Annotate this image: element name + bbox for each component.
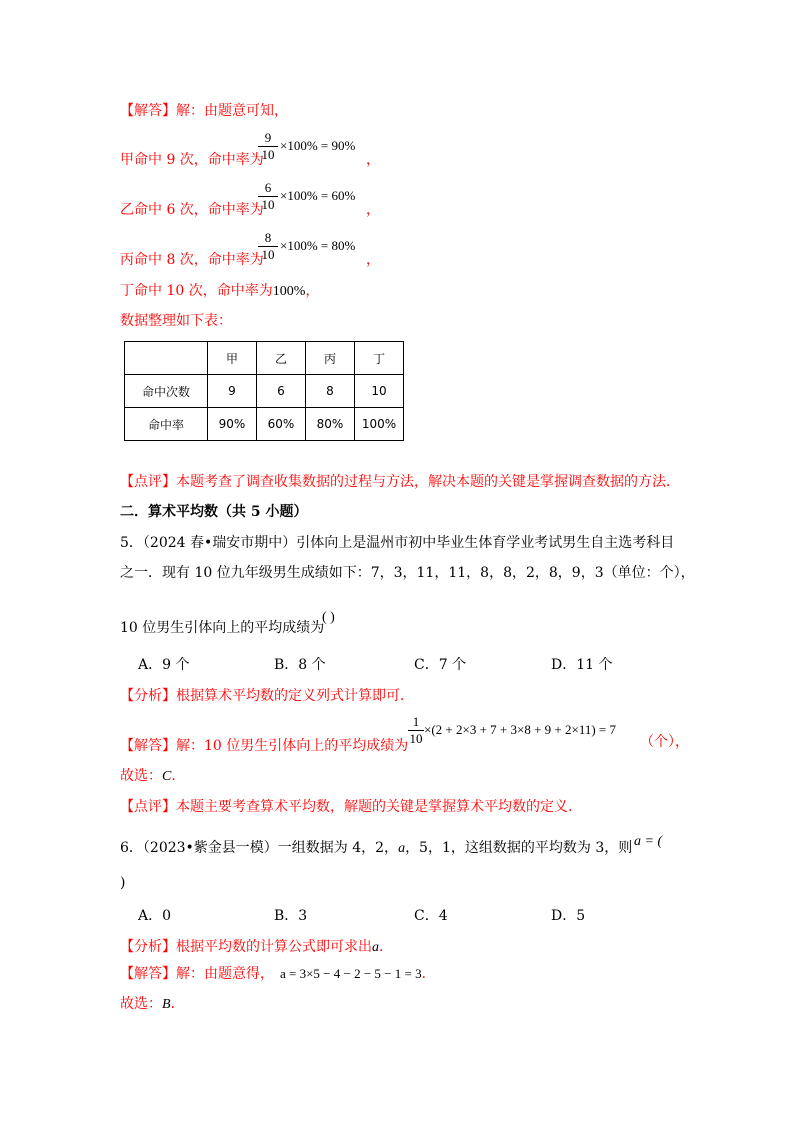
jia-comma: ， bbox=[366, 152, 380, 168]
q5-line3: 10 位男生引体向上的平均成绩为 bbox=[120, 620, 325, 636]
q5-answer: 【解答】解：10 位男生引体向上的平均成绩为 bbox=[120, 738, 409, 754]
q6-option-b: B．3 bbox=[274, 908, 308, 924]
answer-line bbox=[120, 101, 288, 121]
q6-option-a: A．0 bbox=[138, 908, 172, 924]
q5-option-b: B．8 个 bbox=[274, 657, 326, 673]
table-header-row bbox=[125, 342, 404, 375]
table-cell: 命中次数 bbox=[125, 375, 208, 408]
fraction-yi: 6 10 bbox=[258, 181, 278, 212]
expr-bing: ×100% = 80% bbox=[280, 238, 356, 253]
fraction-bing: 8 10 bbox=[258, 231, 278, 262]
answer-tag: 【解答】 bbox=[120, 103, 176, 119]
table-header-cell: 丙 bbox=[306, 342, 355, 375]
q5-option-a: A．9 个 bbox=[138, 657, 190, 673]
q5-unit: （个）， bbox=[640, 734, 689, 750]
q6-analysis-var: a bbox=[372, 940, 379, 955]
table-header-cell: 丁 bbox=[355, 342, 404, 375]
q6-analysis: 【分析】根据平均数的计算公式即可求出a． bbox=[120, 939, 393, 955]
q5-line1: 5．（2024 春•瑞安市期中）引体向上是温州市初中毕业生体育学业考试男生自主选考科目 bbox=[120, 535, 675, 551]
expr-yi: ×100% = 60% bbox=[280, 188, 356, 203]
q5-analysis: 【分析】根据算术平均数的定义列式计算即可． bbox=[120, 688, 414, 704]
ding-line: 丁命中 10 次，命中率为100%， bbox=[120, 283, 320, 299]
q6-choose: 故选：B． bbox=[120, 996, 185, 1012]
q5-comment: 【点评】本题主要考查算术平均数，解题的关键是掌握算术平均数的定义． bbox=[120, 799, 582, 815]
q5-option-d: D．11 个 bbox=[551, 657, 613, 673]
table-cell: 9 bbox=[208, 375, 257, 408]
q6-option-d: D．5 bbox=[551, 908, 586, 924]
fraction-jia: 9 10 bbox=[258, 131, 278, 162]
answer-intro: 解：由题意可知， bbox=[176, 103, 288, 119]
yi-comma: ， bbox=[366, 202, 380, 218]
q6-option-c: C．4 bbox=[414, 908, 448, 924]
q5-line2: 之一．现有 10 位九年级男生成绩如下：7，3，11，11，8，8，2，8，9，3（单位：个）， bbox=[120, 565, 695, 581]
table-cell: 命中率 bbox=[125, 408, 208, 441]
q6-paren: a = ( bbox=[634, 834, 663, 849]
table-cell: 100% bbox=[355, 408, 404, 441]
table-cell: 60% bbox=[257, 408, 306, 441]
fraction-q5: 1 10 bbox=[409, 714, 423, 746]
table-header-cell: 乙 bbox=[257, 342, 306, 375]
q6-expr: a = 3×5 − 4 − 2 − 5 − 1 = 3 bbox=[280, 966, 422, 981]
q6-line1: 6．（2023•紫金县一模）一组数据为 4，2，a，5，1，这组数据的平均数为 3，则 bbox=[120, 840, 633, 856]
bing-line: 丙命中 8 次，命中率为 bbox=[120, 252, 264, 268]
table-cell: 6 bbox=[257, 375, 306, 408]
section-title: 二．算术平均数（共 5 小题） bbox=[120, 504, 308, 520]
table-header-cell: 甲 bbox=[208, 342, 257, 375]
q6-answer: 【解答】解：由题意得， a = 3×5 − 4 − 2 − 5 − 1 = 3． bbox=[120, 966, 436, 982]
expr-jia: ×100% = 90% bbox=[280, 138, 356, 153]
bing-comma: ， bbox=[366, 252, 380, 268]
table-row bbox=[125, 375, 404, 408]
table-header-cell bbox=[125, 342, 208, 375]
q5-option-c: C．7 个 bbox=[414, 657, 467, 673]
expr-q5: ×(2 + 2×3 + 7 + 3×8 + 9 + 2×11) = 7 bbox=[424, 722, 616, 737]
ding-value: 100% bbox=[272, 284, 306, 299]
comment-tag: 【点评】 bbox=[120, 474, 176, 490]
comment-line: 【点评】本题考查了调查收集数据的过程与方法，解决本题的关键是掌握调查数据的方法． bbox=[120, 474, 680, 490]
q6-var-a: a bbox=[398, 841, 406, 856]
hit-rate-table bbox=[124, 341, 404, 441]
q5-choice: C bbox=[162, 769, 172, 784]
table-row bbox=[125, 408, 404, 441]
table-intro: 数据整理如下表： bbox=[120, 313, 232, 329]
yi-line: 乙命中 6 次，命中率为 bbox=[120, 202, 264, 218]
q5-choose: 故选：C． bbox=[120, 768, 186, 784]
table-cell: 8 bbox=[306, 375, 355, 408]
q6-choice: B bbox=[162, 997, 171, 1012]
q5-paren: ( ) bbox=[322, 610, 335, 625]
jia-line: 甲命中 9 次，命中率为 bbox=[120, 152, 264, 168]
table-cell: 90% bbox=[208, 408, 257, 441]
table-cell: 80% bbox=[306, 408, 355, 441]
table-cell: 10 bbox=[355, 375, 404, 408]
q6-line2: ) bbox=[120, 875, 126, 891]
